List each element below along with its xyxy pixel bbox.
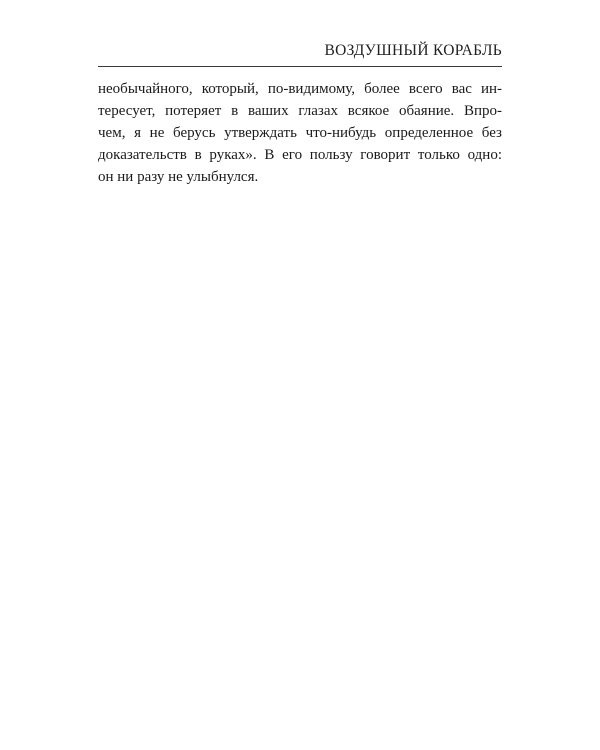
running-header-title: ВОЗДУШНЫЙ КОРАБЛЬ (324, 42, 502, 59)
text-line: доказательств в руках». В его пользу говорит только одно: (98, 147, 502, 163)
body-paragraph (98, 78, 502, 188)
text-line: он ни разу не улыбнулся. (98, 169, 259, 185)
text-line: чем, я не берусь утверждать что-нибудь определенное без (98, 125, 502, 141)
text-line: тересует, потеряет в ваших глазах всякое обаяние. Впро- (98, 103, 502, 119)
header-divider (98, 66, 502, 67)
text-line: необычайного, который, по-видимому, более всего вас ин- (98, 81, 502, 97)
